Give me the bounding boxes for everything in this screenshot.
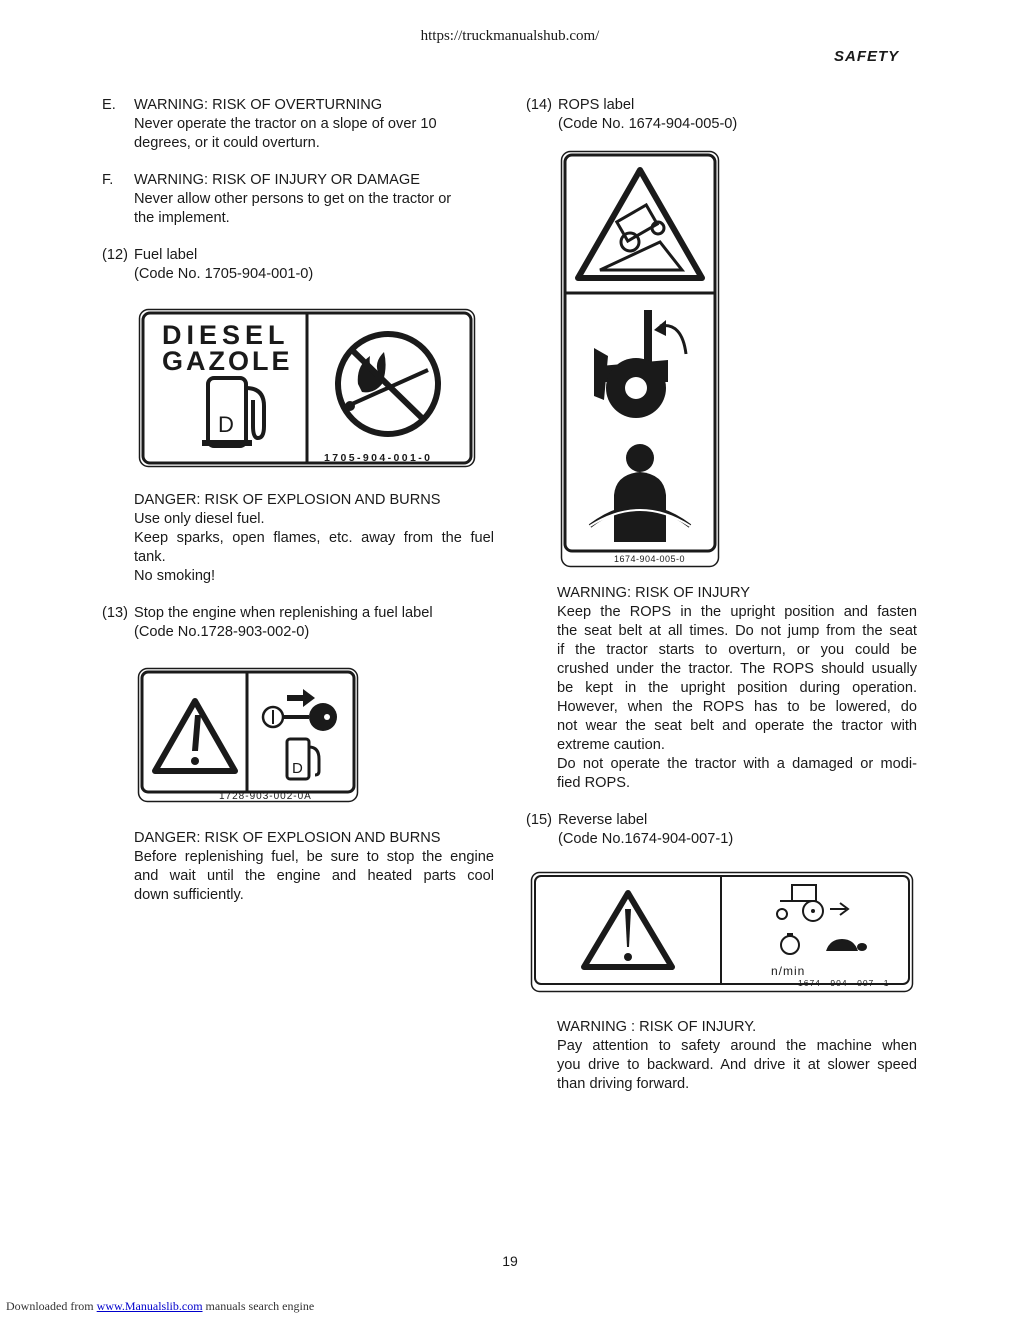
item-code: (Code No. 1674-904-005-0) [558,116,738,132]
danger-text: tank. [134,549,166,565]
fuel-label-image [138,308,476,468]
item-marker: (14) [526,97,552,113]
warning-text: not wear the seat belt and operate the tractor with [557,718,917,734]
footer-suffix: manuals search engine [205,1299,315,1313]
reverse-label-image [530,871,914,993]
warning-text: fied ROPS. [557,775,630,791]
label-code: 1728-903-002-0A [219,791,312,802]
danger-title: DANGER: RISK OF EXPLOSION AND BURNS [134,492,441,508]
danger-text: Keep sparks, open flames, etc. away from the fuel [134,530,494,546]
danger-text: No smoking! [134,568,216,584]
warning-text: you drive to backward. And drive it at slower speed [557,1057,917,1073]
label-code: 1705-904-001-0 [324,452,433,464]
tractor-reverse-icon [777,885,848,921]
turtle-slow-icon [826,939,867,951]
engine-speed-icon [771,933,805,978]
item-code: (Code No.1674-904-007-1) [558,831,734,847]
item-title: Stop the engine when replenishing a fuel label [134,605,433,621]
warning-text: than driving forward. [557,1076,690,1092]
item-code: (Code No.1728-903-002-0) [134,624,310,640]
label-word-gazole: GAZOLE [162,346,293,376]
warning-triangle-icon [155,701,235,771]
rpm-unit: n/min [771,964,806,978]
item-marker: E. [102,97,116,113]
pump-letter: D [218,412,234,437]
warning-text: if the tractor starts to overturn, or you could be [557,642,917,658]
item-12-heading [102,246,464,284]
source-url: https://truckmanualshub.com/ [420,28,600,44]
pump-letter: D [292,760,303,777]
fuel-pump-icon [202,378,264,446]
item-title: WARNING: RISK OF OVERTURNING [134,97,383,113]
warning-triangle-icon [584,893,672,967]
item-14-warning [557,584,917,793]
warning-text: be kept in the upright position during operation. [557,680,917,696]
warning-text: However, when the ROPS has to be lowered, do [557,699,917,715]
danger-text: down sufficiently. [134,887,244,903]
warning-text: Keep the ROPS in the upright position and fasten [557,604,917,620]
item-marker: (12) [102,247,128,263]
danger-text: Before replenishing fuel, be sure to stop the engine [134,849,494,865]
rops-label-image [560,150,720,568]
item-14-heading [526,96,888,134]
section-title: SAFETY [834,48,900,65]
item-title: Reverse label [558,812,648,828]
label-code: 1674—904—007—1 [798,978,890,988]
item-text: Never operate the tractor on a slope of over 10 [134,116,437,132]
item-marker: (13) [102,605,128,621]
danger-text: Use only diesel fuel. [134,511,265,527]
warning-text: crushed under the tractor. The ROPS should usually [557,661,917,677]
item-title: ROPS label [558,97,635,113]
item-marker: (15) [526,812,552,828]
label-code: 1674-904-005-0 [614,554,686,564]
warning-text: Pay attention to safety around the machine when [557,1038,917,1054]
item-text: Never allow other persons to get on the tractor or [134,191,452,207]
item-text: degrees, or it could overturn. [134,135,320,151]
warning-text: Do not operate the tractor with a damaged or modi- [557,756,917,772]
item-text: the implement. [134,210,230,226]
item-e [102,96,464,153]
page-number: 19 [502,1253,518,1269]
item-13-danger [134,829,494,905]
warning-text: the seat belt at all times. Do not jump from the seat [557,623,917,639]
manualslib-link[interactable]: www.Manualslib.com [96,1299,203,1313]
footer-prefix: Downloaded from [6,1299,94,1313]
item-code: (Code No. 1705-904-001-0) [134,266,314,282]
item-15-warning [557,1018,917,1094]
item-title: Fuel label [134,247,198,263]
overturn-warning-icon [578,170,702,278]
warning-title: WARNING : RISK OF INJURY. [557,1019,757,1035]
footer [6,1299,314,1314]
danger-title: DANGER: RISK OF EXPLOSION AND BURNS [134,830,441,846]
warning-title: WARNING: RISK OF INJURY [557,585,750,601]
fuel-pump-icon [287,739,319,779]
danger-text: and wait until the engine and heated parts cool [134,868,494,884]
item-title: WARNING: RISK OF INJURY OR DAMAGE [134,172,420,188]
rops-raised-icon [594,310,686,418]
item-15-heading [526,811,888,849]
warning-text: extreme caution. [557,737,665,753]
item-13-heading [102,604,492,642]
item-marker: F. [102,172,114,188]
item-f [102,171,464,228]
no-flame-icon [338,334,438,434]
label-word-diesel: DIESEL [162,320,290,350]
item-12-danger [134,491,494,586]
engine-stop-label-image [137,667,359,803]
seat-belt-icon [590,444,690,542]
key-off-icon [263,689,337,731]
